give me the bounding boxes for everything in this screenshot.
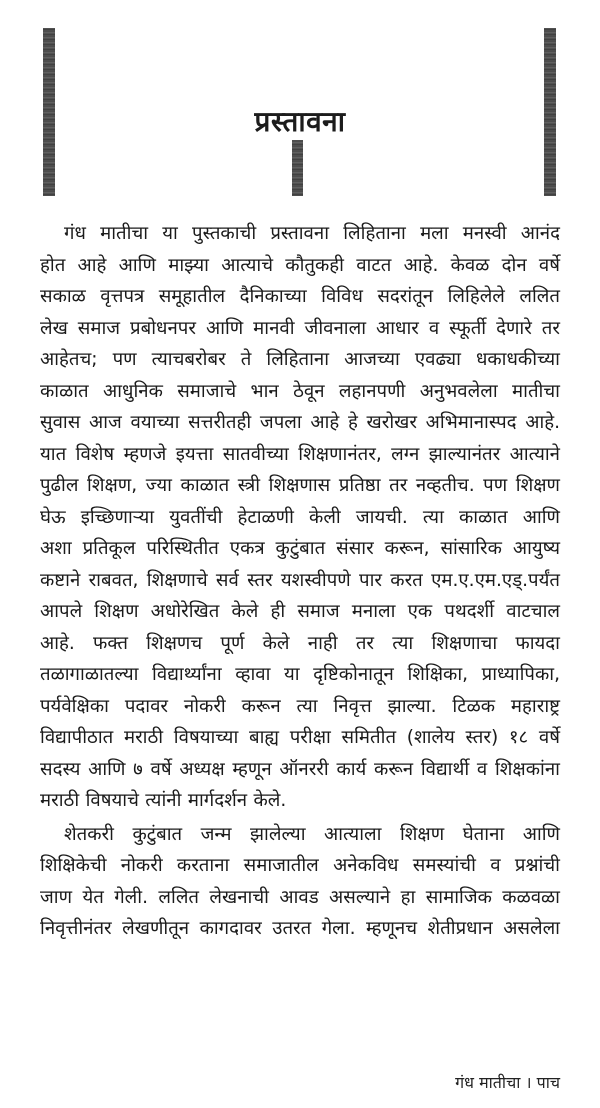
text-line: होत आहे आणि माझ्या आत्याचे कौतुकही वाटत आहे. केवळ दोन वर्षे	[40, 254, 560, 276]
text-line: पर्यवेक्षिका पदावर नोकरी करून त्या निवृत्त झाल्या. टिळक महाराष्ट्र	[40, 695, 560, 717]
text-line: तळागाळातल्या विद्यार्थ्यांना व्हावा या दृष्टिकोनातून शिक्षिका, प्राध्यापिका,	[40, 664, 560, 685]
text-line: सदस्य आणि ७ वर्षे अध्यक्ष म्हणून ऑनररी कार्य करून विद्यार्थी व शिक्षकांना	[40, 758, 560, 780]
body-text	[40, 218, 560, 945]
page-footer: गंध मातीचा । पाच	[455, 1073, 560, 1092]
text-line: यात विशेष म्हणजे इयत्ता सातवीच्या शिक्षणानंतर, लग्न झाल्यानंतर आत्याने	[40, 443, 560, 465]
text-line: जाण येत गेली. ललित लेखनाची आवड असल्याने हा सामाजिक कळवळा	[40, 886, 560, 908]
text-line: अशा प्रतिकूल परिस्थितीत एकत्र कुटुंबात संसार करून, सांसारिक आयुष्य	[40, 538, 560, 559]
text-line: सकाळ वृत्तपत्र समूहातील दैनिकाच्या विविध सदरांतून लिहिलेले ललित	[40, 286, 560, 307]
text-line: लेख समाज प्रबोधनपर आणि मानवी जीवनाला आधार व स्फूर्ती देणारे तर	[40, 317, 560, 339]
text-line: गंध मातीचा या पुस्तकाची प्रस्तावना लिहिताना मला मनस्वी आनंद	[64, 223, 560, 244]
page-title: प्रस्तावना	[254, 105, 346, 138]
text-line: आहे. फक्त शिक्षणच पूर्ण केले नाही तर त्या शिक्षणाचा फायदा	[40, 632, 560, 654]
text-line: कष्टाने राबवत, शिक्षणाचे सर्व स्तर यशस्वीपणे पार करत एम.ए.एम.एड्.पर्यंत	[40, 569, 560, 591]
paragraph-2	[40, 819, 560, 945]
text-line: घेऊ इच्छिणाऱ्या युवतींची हेटाळणी केली जायची. त्या काळात आणि	[40, 506, 560, 528]
text-line: सुवास आज वयाच्या सत्तरीतही जपला आहे हे खरोखर अभिमानास्पद आहे.	[40, 412, 560, 433]
text-line: शिक्षिकेची नोकरी करताना समाजातील अनेकविध समस्यांची व प्रश्नांची	[40, 855, 560, 876]
decorative-bar-center	[292, 140, 303, 196]
text-line: निवृत्तीनंतर लेखणीतून कागदावर उतरत गेला. म्हणूनच शेतीप्रधान असलेला	[40, 918, 560, 939]
paragraph-1	[40, 218, 560, 817]
text-line: शेतकरी कुटुंबात जन्म झालेल्या आत्याला शिक्षण घेताना आणि	[64, 823, 560, 845]
text-line: आपले शिक्षण अधोरेखित केले ही समाज मनाला एक पथदर्शी वाटचाल	[40, 601, 560, 622]
text-line: आहेतच; पण त्याचबरोबर ते लिहिताना आजच्या एवढ्या धकाधकीच्या	[40, 349, 560, 370]
text-line: काळात आधुनिक समाजाचे भान ठेवून लहानपणी अनुभवलेला मातीचा	[40, 380, 560, 402]
text-line: पुढील शिक्षण, ज्या काळात स्त्री शिक्षणास प्रतिष्ठा तर नव्हतीच. पण शिक्षण	[40, 475, 560, 496]
text-line: विद्यापीठात मराठी विषयाच्या बाह्य परीक्षा समितीत (शालेय स्तर) १८ वर्षे	[40, 727, 560, 748]
text-line: मराठी विषयाचे त्यांनी मार्गदर्शन केले.	[40, 790, 287, 811]
